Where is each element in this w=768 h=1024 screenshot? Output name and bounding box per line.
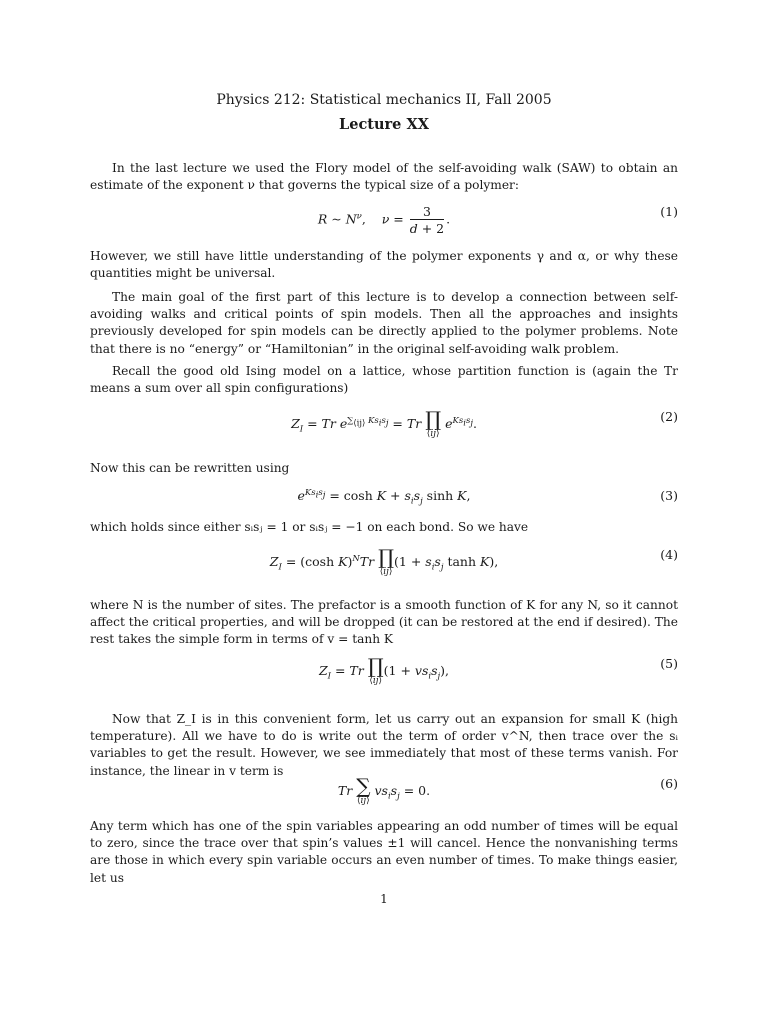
- equation-number: (4): [660, 547, 678, 562]
- equation-number: (2): [660, 409, 678, 424]
- equation-2: [90, 405, 678, 445]
- paragraph-5: Now this can be rewritten using: [90, 461, 290, 475]
- page-number: 1: [380, 892, 388, 906]
- equation-number: (1): [660, 204, 678, 219]
- paragraph-1: In the last lecture we used the Flory model of the self-avoiding walk (SAW) to obtain an estimate of the exponent ν that governs the typical size of a polymer:: [90, 161, 678, 193]
- paragraph-4: Recall the good old Ising model on a lattice, whose partition function is (again the Tr means a sum over all spin configurations): [90, 364, 678, 396]
- equation-6-body: Tr ∑ ⟨ij⟩ $vs_is_j = 0$.: [337, 774, 431, 806]
- equation-4-body: $Z_I = (\cosh$ K)$^N$Tr ∏ ⟨ij⟩ ($1 + s_is_j$ tanh K),: [269, 545, 499, 577]
- equation-number: (3): [660, 488, 678, 503]
- equation-number: (6): [660, 776, 678, 791]
- equation-1: [90, 200, 678, 236]
- equation-4: [90, 543, 678, 583]
- paragraph-2: However, we still have little understanding of the polymer exponents γ and α, or why these quantities might be universal.: [90, 249, 678, 281]
- product-symbol: ∏ ⟨ij⟩: [378, 545, 395, 577]
- sum-symbol: ∑ ⟨ij⟩: [356, 774, 371, 806]
- equation-6: [90, 772, 678, 812]
- equation-5: [90, 652, 678, 692]
- fraction: $\frac{3}{d + 2}$: [409, 204, 445, 236]
- equation-1-body: R ∼ $N^\nu$, ν = $\frac{3}{d + 2}$ .: [317, 204, 451, 236]
- equation-3-body: $e^{Ks_is_j} = \cosh K + s_is_j$ sinh K,: [297, 488, 471, 507]
- equation-5-body: $Z_I = Tr$ ∏ ⟨ij⟩ $(1 + vs_is_j)$,: [318, 654, 450, 686]
- paragraph-6: which holds since either sᵢsⱼ = 1 or sᵢsⱼ = −1 on each bond. So we have: [90, 520, 529, 534]
- paragraph-3: The main goal of the first part of this lecture is to develop a connection between self-avoiding walks and critical points of spin models. Then all the approaches and insights previously developed for spin models can be directly applied to the polymer problems. Note that there is no “energy” or “Hamiltonian” in the original self-avoiding walk problem.: [90, 290, 678, 356]
- course-title: Physics 212: Statistical mechanics II, Fall 2005: [216, 92, 552, 108]
- equation-3: [90, 484, 678, 514]
- equation-number: (5): [660, 656, 678, 671]
- equation-2-body: $Z_I = Tr$ $e^{\sum_{⟨ij⟩} Ks_is_j} = Tr$ ∏ ⟨ij⟩ $e^{Ks_is_j}$.: [291, 407, 477, 439]
- product-symbol: ∏ ⟨ij⟩: [367, 654, 384, 686]
- paragraph-9: Any term which has one of the spin variables appearing an odd number of times will be equal to zero, since the trace over that spin’s values ±1 will cancel. Hence the nonvanishing terms are those in which every spin variable occurs an even number of times. To make things easier, let us: [90, 819, 678, 885]
- paragraph-8: Now that Z_I is in this convenient form, let us carry out an expansion for small K (high temperature). All we have to do is write out the term of order v^N, then trace over the sᵢ variables to get the result. However, we see immediately that most of these terms vanish. For instance, the linear in v term is: [90, 712, 678, 778]
- product-symbol: ∏ ⟨ij⟩: [425, 407, 442, 439]
- lecture-title: Lecture XX: [339, 116, 429, 133]
- paragraph-7: where N is the number of sites. The prefactor is a smooth function of K for any N, so it cannot affect the critical properties, and will be dropped (it can be restored at the end if desired). The rest takes the simple form in terms of v = tanh K: [90, 598, 678, 647]
